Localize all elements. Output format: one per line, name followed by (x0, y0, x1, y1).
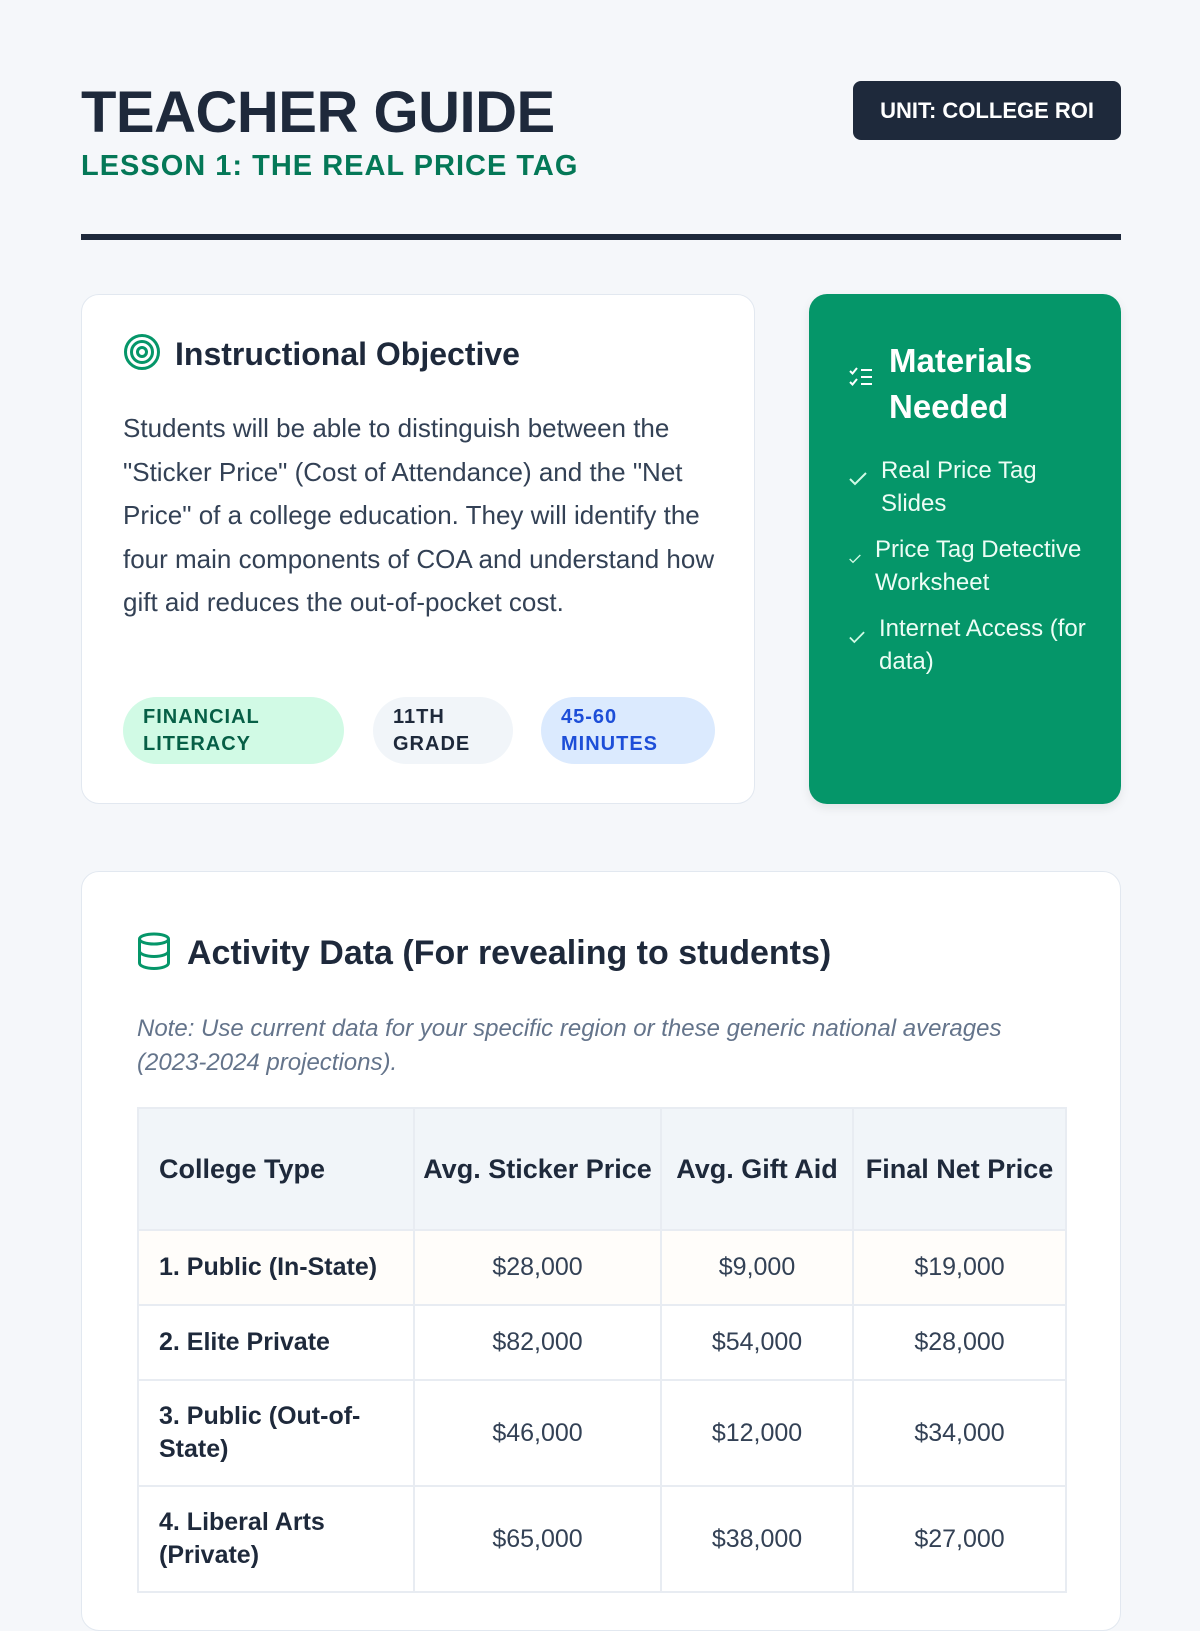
target-icon (123, 333, 161, 376)
net-price-cell: $28,000 (853, 1305, 1066, 1380)
objective-text: Students will be able to distinguish between the "Sticker Price" (Cost of Attendance) and the "Net Price" of a college education. They will identify the four main components of COA and understand how gift aid reduces the out-of-pocket cost. (123, 413, 715, 617)
column-header: Final Net Price (853, 1108, 1066, 1230)
materials-card (809, 294, 1121, 804)
page-header (81, 78, 1121, 184)
page-title: TEACHER GUIDE (81, 80, 555, 145)
net-price-cell: $19,000 (853, 1230, 1066, 1305)
column-header: Avg. Gift Aid (661, 1108, 853, 1230)
column-header: Avg. Sticker Price (414, 1108, 661, 1230)
table-header-row (138, 1108, 1066, 1230)
materials-item-label: Price Tag Detective Worksheet (875, 536, 1082, 596)
database-icon (137, 932, 171, 975)
gift-aid-cell: $9,000 (661, 1230, 853, 1305)
college-type-cell: 4. Liberal Arts (Private) (138, 1486, 414, 1592)
materials-item-label: Real Price Tag Slides (881, 457, 1037, 517)
objective-title: Instructional Objective (175, 336, 520, 372)
objective-card (81, 294, 755, 804)
college-type-cell: 2. Elite Private (138, 1305, 414, 1380)
check-icon (849, 620, 865, 653)
sticker-price-cell: $28,000 (414, 1230, 661, 1305)
header-divider (81, 234, 1121, 240)
materials-header (849, 338, 1099, 430)
materials-list (849, 454, 1089, 691)
college-type-cell: 3. Public (Out-of-State) (138, 1380, 414, 1486)
data-note: Note: Use current data for your specific region or these generic national averages (2023-2024 projections). (137, 1015, 1002, 1076)
unit-badge: UNIT: COLLEGE ROI (853, 81, 1121, 140)
gift-aid-cell: $38,000 (661, 1486, 853, 1592)
list-item (849, 533, 1089, 599)
checklist-icon (849, 366, 873, 393)
gift-aid-cell: $54,000 (661, 1305, 853, 1380)
sticker-price-cell: $46,000 (414, 1380, 661, 1486)
objective-header (123, 333, 520, 376)
duration-tag: 45-60 MINUTES (541, 697, 715, 764)
tag-row (123, 697, 715, 764)
sticker-price-cell: $65,000 (414, 1486, 661, 1592)
list-item (849, 454, 1089, 520)
materials-title: Materials Needed (889, 342, 1033, 425)
activity-card (81, 871, 1121, 1631)
net-price-cell: $27,000 (853, 1486, 1066, 1592)
check-icon (849, 462, 867, 495)
activity-data-table (137, 1107, 1067, 1593)
subject-tag: FINANCIAL LITERACY (123, 697, 344, 764)
column-header: College Type (138, 1108, 414, 1230)
table-row (138, 1380, 1066, 1486)
table-row (138, 1486, 1066, 1592)
lesson-subtitle: LESSON 1: THE REAL PRICE TAG (81, 150, 579, 182)
table-row (138, 1305, 1066, 1380)
check-icon (849, 541, 861, 574)
activity-title: Activity Data (For revealing to students) (187, 934, 832, 972)
activity-header (137, 932, 831, 975)
gift-aid-cell: $12,000 (661, 1380, 853, 1486)
college-type-cell: 1. Public (In-State) (138, 1230, 414, 1305)
net-price-cell: $34,000 (853, 1380, 1066, 1486)
sticker-price-cell: $82,000 (414, 1305, 661, 1380)
list-item (849, 612, 1089, 678)
materials-item-label: Internet Access (for data) (879, 615, 1086, 675)
table-row (138, 1230, 1066, 1305)
grade-tag: 11TH GRADE (373, 697, 513, 764)
